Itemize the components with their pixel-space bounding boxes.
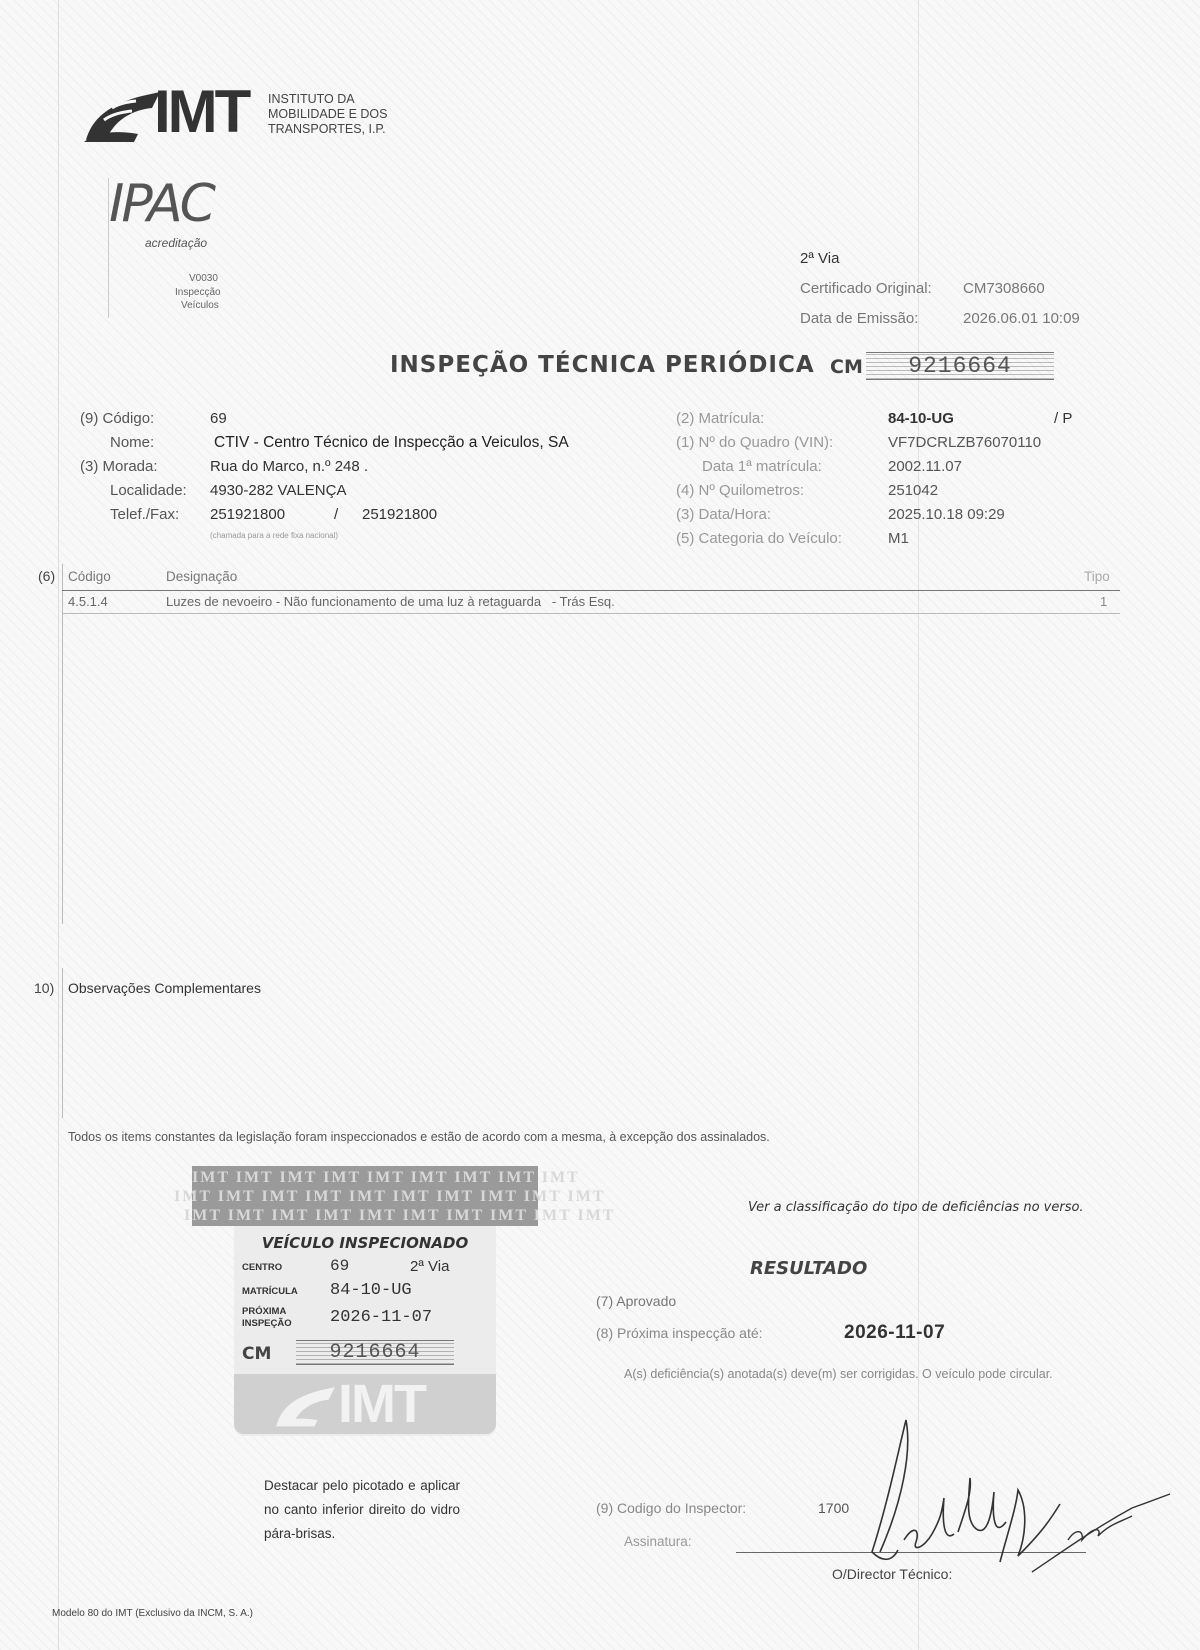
deficiencies-header-rule bbox=[62, 590, 1120, 591]
center-name-value: CTIV - Centro Técnico de Inspecção a Veiculos, SA bbox=[214, 434, 569, 451]
table-row bbox=[62, 594, 1120, 612]
institute-name bbox=[268, 92, 387, 137]
original-certificate-label: Certificado Original: bbox=[800, 280, 932, 297]
km-value: 251042 bbox=[888, 482, 939, 499]
sticker-next-label-1: PRÓXIMA bbox=[242, 1306, 287, 1317]
handwritten-signature bbox=[832, 1412, 1172, 1592]
inspection-statement: Todos os items constantes da legislação foram inspeccionados e estão de acordo com a mesma, à excepção dos assinalados. bbox=[68, 1130, 770, 1144]
sticker-logo-band bbox=[234, 1374, 496, 1434]
copy-via: 2ª Via bbox=[800, 250, 840, 267]
result-approved: (7) Aprovado bbox=[596, 1293, 677, 1309]
center-locality-label: Localidade: bbox=[110, 482, 187, 499]
sticker-logo-text: IMT bbox=[338, 1374, 425, 1434]
center-locality-value: 4930-282 VALENÇA bbox=[210, 482, 347, 499]
sticker-pattern-band bbox=[174, 1166, 616, 1226]
center-address-label: (3) Morada: bbox=[80, 458, 158, 475]
observations-left-border bbox=[62, 968, 63, 1118]
deficiencies-col-designation: Designação bbox=[166, 569, 238, 584]
deficiencies-section-number: (6) bbox=[38, 568, 56, 584]
category-value: M1 bbox=[888, 530, 909, 547]
imt-wave-icon bbox=[82, 88, 162, 144]
center-name-label: Nome: bbox=[110, 434, 155, 451]
sticker-cm-label: CM bbox=[242, 1344, 272, 1364]
km-label: (4) Nº Quilometros: bbox=[676, 482, 805, 499]
sticker-next-label-2: INSPEÇÃO bbox=[242, 1318, 292, 1329]
ipac-logo-text: IPAC bbox=[109, 174, 213, 234]
center-code-label: (9) Código: bbox=[80, 410, 155, 427]
deficiency-type: 1 bbox=[1100, 594, 1108, 609]
original-certificate-value: CM7308660 bbox=[963, 280, 1045, 297]
center-address-value: Rua do Marco, n.º 248 . bbox=[210, 458, 369, 475]
datetime-value: 2025.10.18 09:29 bbox=[888, 506, 1005, 523]
observations-section-number: 10) bbox=[34, 980, 55, 996]
sticker-plate-label: MATRÍCULA bbox=[242, 1286, 298, 1297]
inspection-sticker bbox=[234, 1226, 496, 1436]
institute-line-1: INSTITUTO DA bbox=[268, 92, 355, 106]
ipac-logo bbox=[108, 174, 233, 318]
deficiencies-col-code: Código bbox=[68, 569, 111, 584]
sticker-serial bbox=[296, 1340, 454, 1365]
datetime-label: (3) Data/Hora: bbox=[676, 506, 772, 523]
category-label: (5) Categoria do Veículo: bbox=[676, 530, 842, 547]
sticker-center-label: CENTRO bbox=[242, 1262, 283, 1273]
sticker-title: VEÍCULO INSPECIONADO bbox=[261, 1234, 469, 1252]
center-phone-value: 251921800 bbox=[210, 506, 286, 523]
plate-value: 84-10-UG bbox=[888, 410, 954, 427]
plate-suffix: / P bbox=[1054, 410, 1073, 427]
ipac-subtitle: acreditação bbox=[145, 236, 208, 250]
deficiencies-left-border bbox=[62, 564, 63, 924]
deficiency-designation: Luzes de nevoeiro - Não funcionamento de uma luz à retaguarda - Trás Esq. bbox=[166, 594, 615, 609]
emission-date-value: 2026.06.01 10:09 bbox=[963, 310, 1080, 327]
sticker-next-label bbox=[242, 1306, 292, 1330]
director-label: O/Director Técnico: bbox=[832, 1566, 953, 1582]
center-phone-label: Telef./Fax: bbox=[110, 506, 180, 523]
sticker-plate-value: 84-10-UG bbox=[330, 1281, 412, 1300]
emission-date-label: Data de Emissão: bbox=[800, 310, 919, 327]
result-next-label: (8) Próxima inspecção até: bbox=[596, 1325, 763, 1341]
deficiency-code: 4.5.1.4 bbox=[68, 594, 108, 609]
ipac-line-2: Veículos bbox=[181, 300, 219, 311]
sticker-pattern: IMT IMT IMT IMT IMT IMT IMT IMT IMT IMT IMT IMT IMT IMT IMT IMT IMT IMT IMT IMT IMT IMT IMT IMT IMT IMT IMT IMT IMT bbox=[174, 1169, 616, 1224]
institute-line-3: TRANSPORTES, I.P. bbox=[268, 122, 386, 136]
result-note: A(s) deficiência(s) anotada(s) deve(m) ser corrigidas. O veículo pode circular. bbox=[624, 1367, 1053, 1381]
sticker-center-value: 69 bbox=[330, 1257, 350, 1275]
inspector-code-value: 1700 bbox=[818, 1500, 850, 1516]
vin-value: VF7DCRLZB76070110 bbox=[888, 434, 1042, 451]
document-title: INSPEÇÃO TÉCNICA PERIÓDICA bbox=[390, 352, 815, 378]
plate-label: (2) Matrícula: bbox=[676, 410, 765, 427]
fold-line bbox=[918, 0, 919, 1650]
sticker-imt-wave-icon bbox=[270, 1384, 340, 1428]
sticker-via: 2ª Via bbox=[410, 1258, 450, 1275]
center-phone-separator: / bbox=[334, 506, 339, 523]
inspector-code-label: (9) Codigo do Inspector: bbox=[596, 1500, 747, 1516]
detach-instructions: Destacar pelo picotado e aplicar no canto inferior direito do vidro pára-brisas. bbox=[264, 1478, 460, 1541]
form-footer: Modelo 80 do IMT (Exclusivo da INCM, S. A.) bbox=[52, 1608, 254, 1619]
vin-label: (1) Nº do Quadro (VIN): bbox=[676, 434, 834, 451]
imt-logo bbox=[82, 78, 262, 145]
first-registration-label: Data 1ª matrícula: bbox=[702, 458, 822, 475]
result-title: RESULTADO bbox=[750, 1258, 868, 1279]
ipac-code: V0030 bbox=[189, 273, 218, 284]
signature-label: Assinatura: bbox=[624, 1534, 692, 1549]
center-phone-note: (chamada para a rede fixa nacional) bbox=[210, 531, 339, 540]
center-fax-value: 251921800 bbox=[362, 506, 438, 523]
result-next-value: 2026-11-07 bbox=[844, 1322, 946, 1343]
see-back-note: Ver a classificação do tipo de deficiências no verso. bbox=[748, 1200, 1084, 1215]
sticker-next-value: 2026-11-07 bbox=[330, 1308, 433, 1327]
title-serial-value: 9216664 bbox=[866, 352, 1054, 380]
scan-line-left bbox=[58, 0, 59, 1650]
title-serial bbox=[866, 352, 1054, 380]
institute-line-2: MOBILIDADE E DOS bbox=[268, 107, 388, 121]
sticker-serial-value: 9216664 bbox=[296, 1340, 454, 1365]
title-cm-label: CM bbox=[830, 356, 863, 378]
deficiencies-row-rule bbox=[62, 613, 1120, 614]
ipac-line-1: Inspecção bbox=[175, 287, 221, 298]
observations-label: Observações Complementares bbox=[68, 980, 261, 996]
deficiencies-col-type: Tipo bbox=[1084, 569, 1110, 584]
first-registration-value: 2002.11.07 bbox=[888, 458, 962, 475]
imt-logo-text: IMT bbox=[154, 78, 249, 145]
center-code-value: 69 bbox=[210, 410, 227, 427]
